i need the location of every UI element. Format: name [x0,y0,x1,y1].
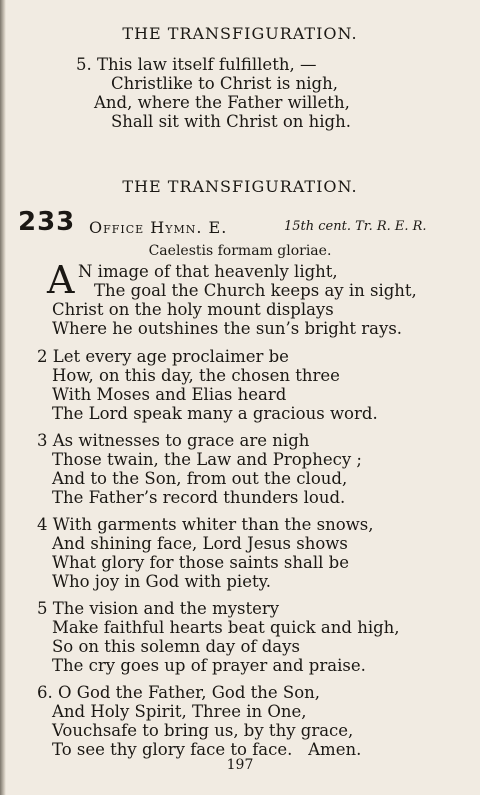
verse-line: Vouchsafe to bring us, by thy grace, [52,721,354,740]
verse-line: How, on this day, the chosen three [52,366,340,385]
prev-stanza-line: And, where the Father willeth, [94,93,350,112]
verse-line: 3 As witnesses to grace are nigh [37,431,310,450]
verse-line: The Father’s record thunders loud. [52,488,346,507]
drop-cap: A [47,258,75,302]
verse-line: Make faithful hearts beat quick and high, [52,618,400,637]
verse-line: Where he outshines the sun’s bright rays. [52,319,403,338]
verse-line: N image of that heavenly light, [78,262,338,281]
latin-title: Caelestis formam gloriae. [148,243,332,259]
verse-line: The goal the Church keeps ay in sight, [94,281,417,300]
section-title: THE TRANSFIGURATION. [122,177,358,196]
verse-line: With Moses and Elias heard [52,385,287,404]
verse-line: What glory for those saints shall be [52,553,349,572]
verse-line: To see thy glory face to face. Amen. [52,740,362,759]
verse-line: 2 Let every age proclaimer be [37,347,289,366]
verse-line: So on this solemn day of days [52,637,300,656]
verse-line: 6. O God the Father, God the Son, [37,683,320,702]
verse-line: And to the Son, from out the cloud, [52,469,348,488]
verse-line: The Lord speak many a gracious word. [52,404,378,423]
verse-line: And shining face, Lord Jesus shows [52,534,348,553]
verse-line: Those twain, the Law and Prophecy ; [52,450,362,469]
verse-line: The cry goes up of prayer and praise. [52,656,366,675]
prev-stanza-line: 5. This law itself fulfilleth, — [76,55,317,74]
verse-line: Who joy in God with piety. [52,572,271,591]
verse-line: Christ on the holy mount displays [52,300,334,319]
page-spine-shadow [0,0,6,795]
hymn-attribution: 15th cent. Tr. R. E. R. [284,219,427,234]
verse-line: 5 The vision and the mystery [37,599,280,618]
verse-line: 4 With garments whiter than the snows, [37,515,374,534]
office-hymn-label: Office Hymn. E. [89,218,228,237]
hymn-number: 233 [18,207,76,237]
verse-line: And Holy Spirit, Three in One, [52,702,307,721]
running-head: THE TRANSFIGURATION. [122,24,358,43]
prev-stanza-line: Shall sit with Christ on high. [111,112,351,131]
page-number: 197 [226,757,254,773]
prev-stanza-line: Christlike to Christ is nigh, [111,74,338,93]
